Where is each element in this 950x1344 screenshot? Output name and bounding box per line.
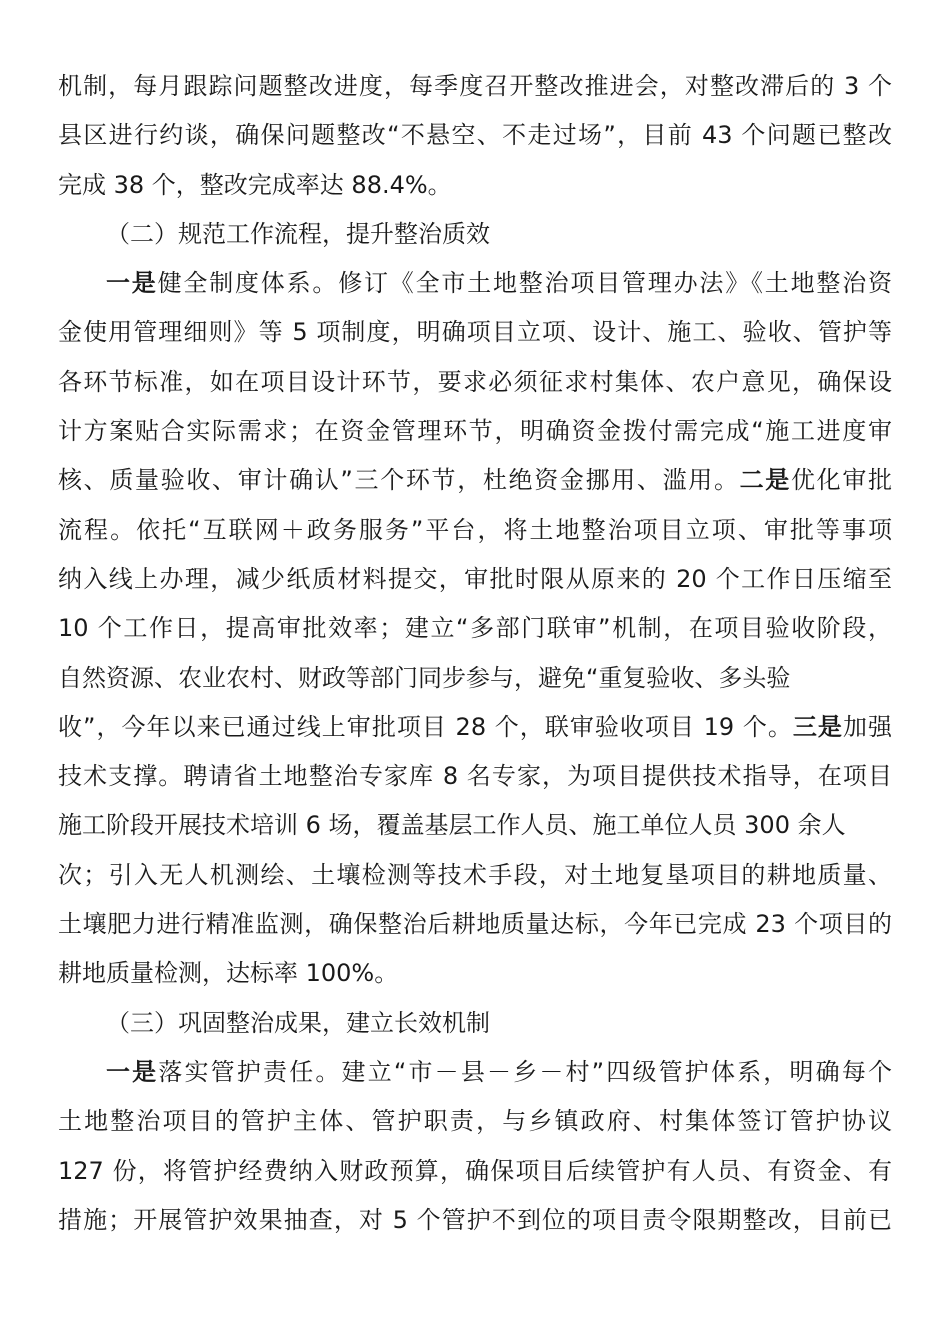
paragraph-text: 加强 <box>842 712 892 741</box>
paragraph-line: 流程。依托“互联网＋政务服务”平台，将土地整治项目立项、审批等事项 <box>58 515 892 544</box>
paragraph-line: 各环节标准，如在项目设计环节，要求必须征求村集体、农户意见，确保设 <box>58 367 892 396</box>
paragraph-line: 纳入线上办理，减少纸质材料提交，审批时限从原来的 20 个工作日压缩至 <box>58 564 892 593</box>
paragraph-line <box>58 259 892 308</box>
paragraph-line: 技术支撑。聘请省土地整治专家库 8 名专家，为项目提供技术指导，在项目 <box>58 762 892 791</box>
document-page <box>58 62 892 1245</box>
paragraph-line: 耕地质量检测，达标率 100%。 <box>58 959 399 988</box>
paragraph-text: 落实管护责任。建立“市－县－乡－村”四级管护体系，明确每个 <box>158 1057 892 1086</box>
point-two-label: 二是 <box>739 466 791 495</box>
paragraph-line: 次；引入无人机测绘、土壤检测等技术手段，对土地复垦项目的耕地质量、 <box>58 860 892 889</box>
paragraph-line: 机制，每月跟踪问题整改进度，每季度召开整改推进会，对整改滞后的 3 个 <box>58 72 892 100</box>
paragraph-text: 健全制度体系。修订《全市土地整治项目管理办法》《土地整治资 <box>157 269 892 298</box>
paragraph-line: 土地整治项目的管护主体、管护职责，与乡镇政府、村集体签订管护协议 <box>58 1107 892 1136</box>
paragraph-line <box>58 456 892 505</box>
point-one-label: 一是 <box>106 1057 159 1086</box>
section-heading-2: （二）规范工作流程，提升整治质效 <box>106 219 490 248</box>
paragraph-line <box>58 1048 892 1097</box>
paragraph-text: 核、质量验收、审计确认”三个环节，杜绝资金挪用、滥用。 <box>58 466 740 495</box>
point-three-label: 三是 <box>792 712 843 741</box>
paragraph-line: 完成 38 个，整改完成率达 88.4%。 <box>58 170 452 199</box>
paragraph-line: 措施；开展管护效果抽查，对 5 个管护不到位的项目责令限期整改，目前已 <box>58 1205 892 1234</box>
paragraph-line: 自然资源、农业农村、财政等部门同步参与，避免“重复验收、多头验 <box>58 663 791 692</box>
paragraph-line: 施工阶段开展技术培训 6 场，覆盖基层工作人员、施工单位人员 300 余人 <box>58 811 846 840</box>
paragraph-line: 金使用管理细则》等 5 项制度，明确项目立项、设计、施工、验收、管护等 <box>58 318 892 347</box>
paragraph-line: 土壤肥力进行精准监测，确保整治后耕地质量达标，今年已完成 23 个项目的 <box>58 910 892 939</box>
paragraph-line: 127 份，将管护经费纳入财政预算，确保项目后续管护有人员、有资金、有 <box>58 1156 892 1185</box>
paragraph-text: 收”，今年以来已通过线上审批项目 28 个，联审验收项目 19 个。 <box>58 712 793 741</box>
paragraph-text: 优化审批 <box>790 466 892 495</box>
point-one-label: 一是 <box>106 269 158 298</box>
paragraph-line: 10 个工作日，提高审批效率；建立“多部门联审”机制，在项目验收阶段， <box>58 614 892 643</box>
section-heading-3: （三）巩固整治成果，建立长效机制 <box>106 1008 490 1037</box>
paragraph-line <box>58 703 892 752</box>
paragraph-line: 计方案贴合实际需求；在资金管理环节，明确资金拨付需完成“施工进度审 <box>58 417 892 446</box>
paragraph-line: 县区进行约谈，确保问题整改“不悬空、不走过场”，目前 43 个问题已整改 <box>58 121 892 150</box>
